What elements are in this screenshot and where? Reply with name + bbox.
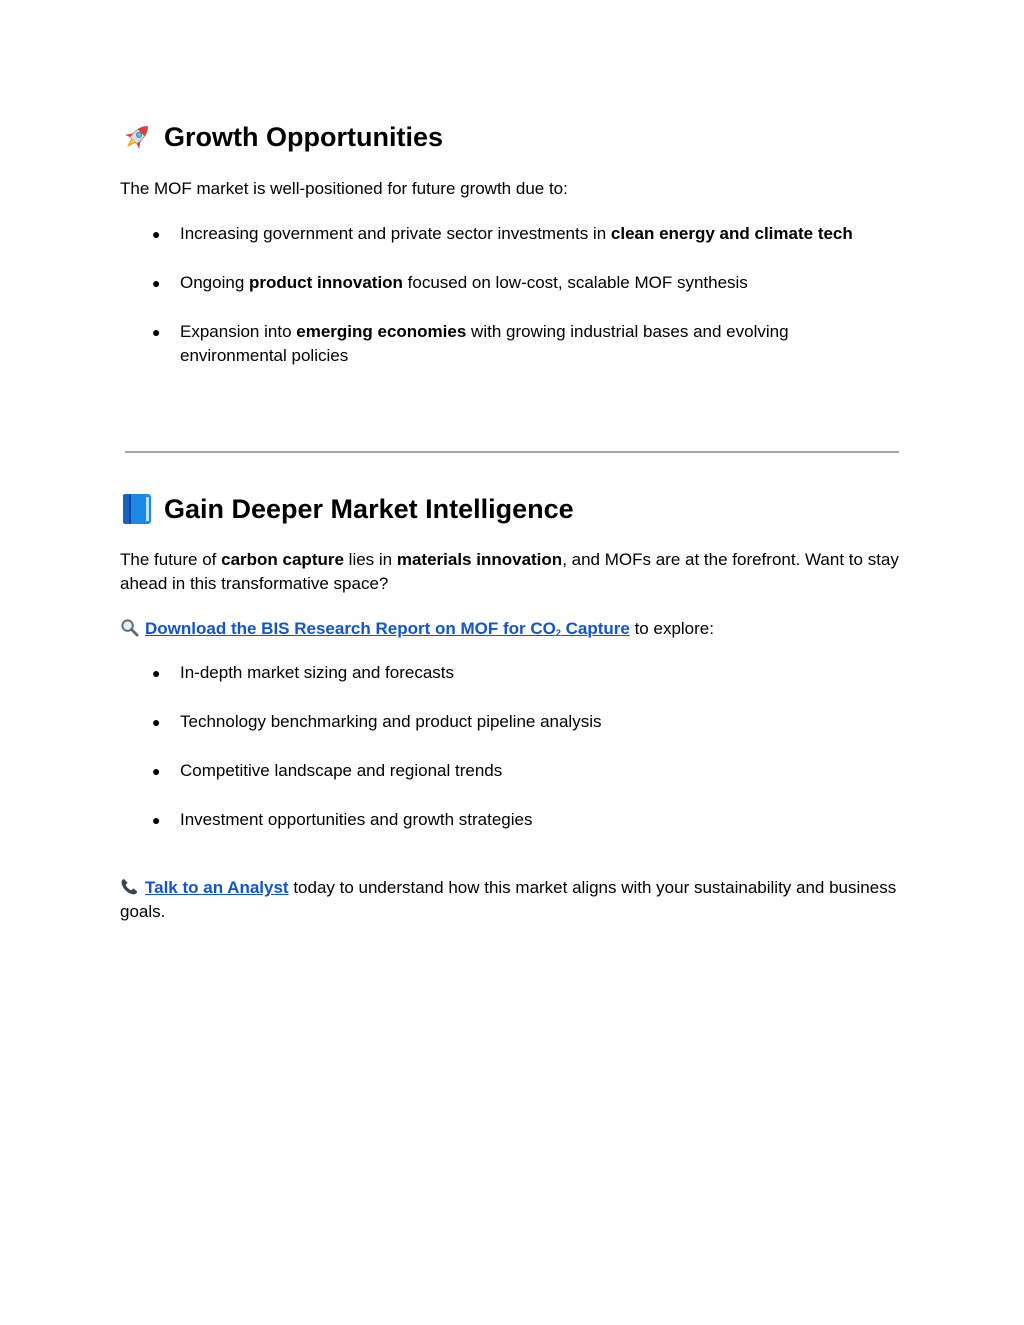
link-text: Talk to an Analyst (145, 878, 289, 897)
item-text: Ongoing (180, 273, 249, 292)
intelligence-title: Gain Deeper Market Intelligence (164, 494, 574, 524)
item-text: Increasing government and private sector investments in (180, 224, 611, 243)
item-text: Competitive landscape and regional trends (180, 761, 503, 780)
paragraph-text: lies in (343, 550, 397, 569)
horizontal-divider (125, 451, 899, 453)
item-text: Technology benchmarking and product pipeline analysis (180, 712, 602, 731)
analyst-line (120, 876, 900, 924)
bullet-icon: ● (152, 714, 161, 730)
item-bold: clean energy and climate tech (610, 224, 853, 243)
growth-intro: The MOF market is well-positioned for future growth due to: (120, 179, 568, 198)
item-text: Expansion into (180, 322, 297, 341)
list-item (120, 710, 900, 734)
growth-list (120, 222, 900, 368)
intelligence-list (120, 661, 900, 832)
item-text: with growing industrial bases and evolving environmental policies (180, 322, 789, 365)
list-item (120, 271, 900, 295)
subscript-two: 2 (555, 628, 561, 638)
list-item (120, 759, 900, 783)
blue-book-icon (120, 492, 154, 526)
bullet-icon: ● (152, 324, 161, 340)
download-report-link[interactable] (120, 619, 630, 638)
bullet-icon: ● (152, 275, 161, 291)
telephone-receiver-icon (120, 877, 139, 896)
bullet-icon: ● (152, 763, 161, 779)
item-text: In-depth market sizing and forecasts (180, 663, 455, 682)
list-item (120, 320, 900, 368)
paragraph-text: The future of (120, 550, 222, 569)
paragraph-text: , and MOFs are at the forefront. Want to stay ahead in this transformative space? (120, 550, 899, 593)
paragraph-bold: materials innovation (396, 550, 563, 569)
list-item (120, 808, 900, 832)
intelligence-paragraph (120, 548, 900, 596)
item-text: focused on low-cost, scalable MOF synthesis (402, 273, 748, 292)
download-suffix: to explore: (629, 619, 714, 638)
intelligence-heading (120, 492, 574, 526)
download-line (120, 617, 900, 641)
link-text: Download the BIS Research Report on MOF for CO (145, 619, 556, 638)
item-text: Investment opportunities and growth strategies (180, 810, 533, 829)
bullet-icon: ● (152, 665, 161, 681)
bullet-icon: ● (152, 226, 161, 242)
paragraph-bold: carbon capture (221, 550, 344, 569)
list-item (120, 222, 900, 246)
bullet-icon: ● (152, 812, 161, 828)
magnifying-glass-icon (120, 618, 139, 637)
talk-to-analyst-link[interactable] (120, 878, 289, 897)
rocket-icon (120, 120, 154, 154)
growth-heading (120, 120, 443, 154)
item-bold: product innovation (249, 273, 403, 292)
list-item (120, 661, 900, 685)
item-bold: emerging economies (296, 322, 467, 341)
link-text: Capture (560, 619, 630, 638)
analyst-suffix: today to understand how this market aligns with your sustainability and business goals. (120, 878, 897, 921)
growth-title: Growth Opportunities (164, 122, 443, 152)
